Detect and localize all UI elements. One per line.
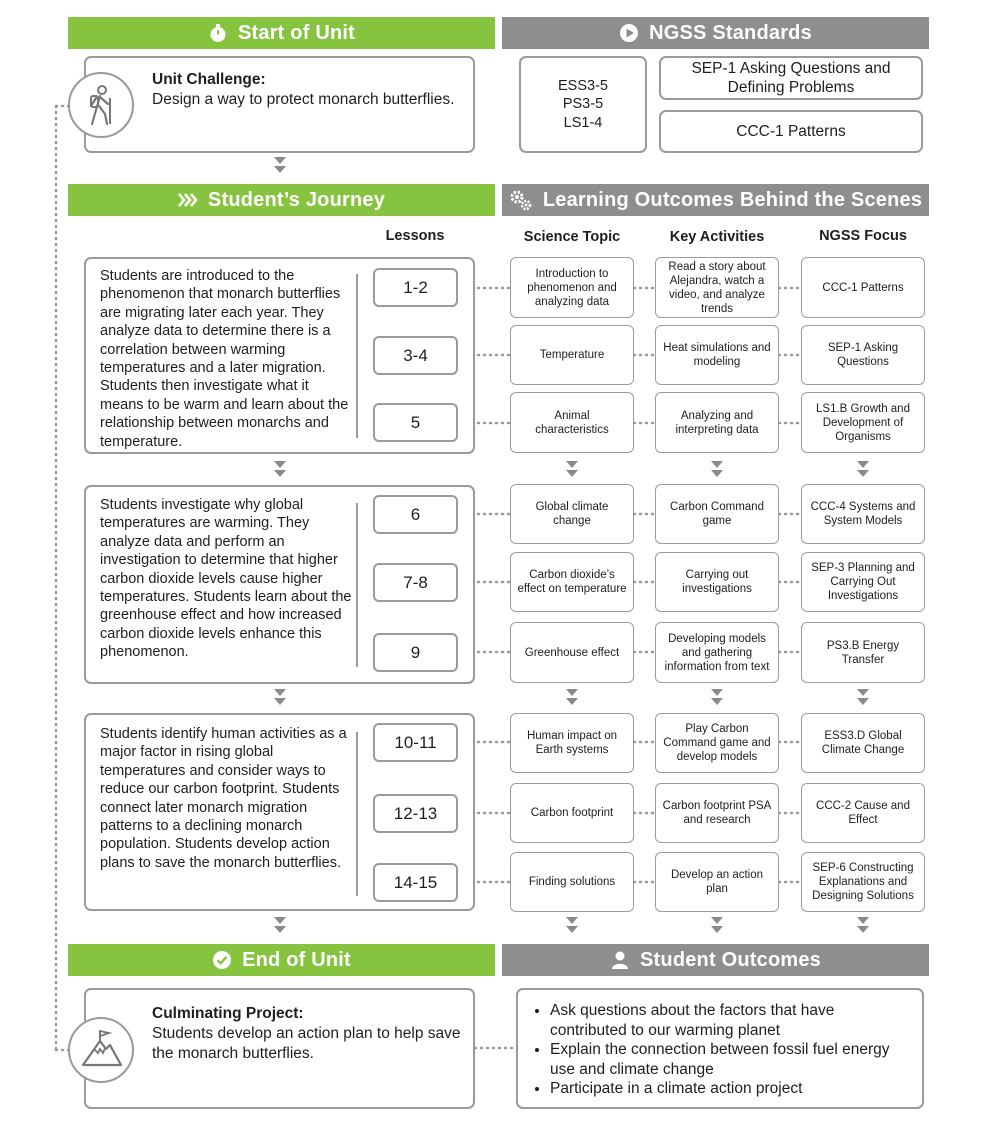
play-circle-icon — [619, 23, 639, 43]
topic-cell: Human impact on Earth systems — [510, 713, 634, 773]
header-learning-label: Learning Outcomes Behind the Scenes — [542, 188, 923, 211]
focus-cell: CCC-2 Cause and Effect — [801, 783, 925, 843]
lesson-number: 1-2 — [373, 268, 458, 307]
focus-cell: ESS3.D Global Climate Change — [801, 713, 925, 773]
activity-cell: Heat simulations and modeling — [655, 325, 779, 385]
outcome-item: • Explain the connection between fossil fuel energy use and climate change — [550, 1040, 912, 1079]
ngss-code: PS3-5 — [562, 96, 604, 113]
lesson-number: 3-4 — [373, 336, 458, 375]
down-arrow — [274, 157, 286, 173]
lesson-number: 14-15 — [373, 863, 458, 902]
mountain-flag-icon — [68, 1017, 134, 1083]
activity-cell: Developing models and gathering information from text — [655, 622, 779, 683]
activity-cell: Read a story about Alejandra, watch a video, and analyze trends — [655, 257, 779, 318]
activity-cell: Develop an action plan — [655, 852, 779, 912]
activity-cell: Analyzing and interpreting data — [655, 392, 779, 453]
header-end-of-unit — [68, 944, 495, 976]
journey-description: Students investigate why global temperatures are warming. They analyze data and perform an investigation to determine that higher carbon dioxide levels cause higher temperatures. Students learn about the greenhouse effect and how increased carbon dioxide levels enhance this phenomenon. — [100, 497, 352, 661]
topic-cell: Temperature — [510, 325, 634, 385]
column-head-lessons: Lessons — [385, 228, 445, 244]
header-journey-label: Student’s Journey — [207, 188, 386, 211]
journey-description: Students are introduced to the phenomenon that monarch butterflies are migrating later each year. They analyze data to determine there is a correlation between warming temperatures and a later migration. Students then investigate what it means to be warm and learn about the relationship between monarchs and temperature. — [100, 268, 349, 450]
topic-cell: Animal characteristics — [510, 392, 634, 453]
header-ngss-standards — [502, 17, 929, 49]
lesson-number: 12-13 — [373, 794, 458, 833]
column-head-focus: NGSS Focus — [819, 228, 907, 244]
unit-challenge-title: Unit Challenge: — [152, 71, 266, 88]
divider — [356, 503, 358, 667]
header-end-label: End of Unit — [242, 948, 351, 971]
activity-cell: Carbon footprint PSA and research — [655, 783, 779, 843]
down-arrow — [274, 917, 286, 933]
down-arrow — [274, 689, 286, 705]
down-arrow — [711, 461, 723, 477]
check-circle-icon — [212, 950, 232, 970]
ngss-ccc-box: CCC-1 Patterns — [659, 110, 923, 153]
divider — [356, 732, 358, 896]
gears-icon — [509, 189, 533, 211]
down-arrow — [857, 917, 869, 933]
ngss-codes-box — [519, 56, 647, 153]
unit-challenge-box — [84, 56, 475, 153]
topic-cell: Introduction to phenomenon and analyzing data — [510, 257, 634, 318]
lesson-number: 7-8 — [373, 563, 458, 602]
topic-cell: Greenhouse effect — [510, 622, 634, 683]
header-ngss-label: NGSS Standards — [649, 21, 812, 44]
header-student-outcomes — [502, 944, 929, 976]
down-arrow — [857, 461, 869, 477]
chevrons-right-icon — [178, 192, 198, 208]
focus-cell: CCC-4 Systems and System Models — [801, 484, 925, 544]
focus-cell: LS1.B Growth and Development of Organisms — [801, 392, 925, 453]
focus-cell: CCC-1 Patterns — [801, 257, 925, 318]
journey-description: Students identify human activities as a major factor in rising global temperatures and consider ways to reduce our carbon footprint. Students connect later monarch migration patterns to a declining monarch population. Students develop action plans to save the monarch butterflies. — [100, 726, 347, 871]
ngss-code: ESS3-5 — [558, 77, 608, 94]
activity-cell: Carbon Command game — [655, 484, 779, 544]
topic-cell: Global climate change — [510, 484, 634, 544]
topic-cell: Finding solutions — [510, 852, 634, 912]
header-outcomes-label: Student Outcomes — [640, 948, 821, 971]
activity-cell: Play Carbon Command game and develop models — [655, 713, 779, 773]
unit-challenge-text: Design a way to protect monarch butterflies. — [152, 91, 455, 108]
down-arrow — [711, 917, 723, 933]
user-icon — [610, 950, 630, 970]
down-arrow — [857, 689, 869, 705]
divider — [356, 274, 358, 438]
culminating-title: Culminating Project: — [152, 1005, 304, 1022]
outcome-item: • Ask questions about the factors that have contributed to our warming planet — [550, 1001, 912, 1040]
focus-cell: SEP-1 Asking Questions — [801, 325, 925, 385]
hiker-icon — [68, 72, 134, 138]
header-start-of-unit — [68, 17, 495, 49]
down-arrow — [274, 461, 286, 477]
down-arrow — [566, 461, 578, 477]
column-head-activities: Key Activities — [669, 229, 765, 245]
focus-cell: SEP-6 Constructing Explanations and Designing Solutions — [801, 852, 925, 912]
topic-cell: Carbon dioxide’s effect on temperature — [510, 552, 634, 612]
lesson-number: 5 — [373, 403, 458, 442]
lesson-number: 9 — [373, 633, 458, 672]
outcome-item: • Participate in a climate action project — [550, 1079, 912, 1099]
culminating-project-box — [84, 988, 475, 1109]
down-arrow — [566, 689, 578, 705]
topic-cell: Carbon footprint — [510, 783, 634, 843]
column-head-topic: Science Topic — [523, 229, 621, 245]
header-start-label: Start of Unit — [237, 21, 356, 44]
lesson-number: 10-11 — [373, 723, 458, 762]
culminating-text: Students develop an action plan to help save the monarch butterflies. — [152, 1025, 461, 1062]
down-arrow — [711, 689, 723, 705]
lesson-number: 6 — [373, 495, 458, 534]
activity-cell: Carrying out investigations — [655, 552, 779, 612]
stopwatch-icon — [208, 23, 228, 43]
focus-cell: SEP-3 Planning and Carrying Out Investigations — [801, 552, 925, 612]
focus-cell: PS3.B Energy Transfer — [801, 622, 925, 683]
student-outcomes-box — [516, 988, 924, 1109]
header-students-journey — [68, 184, 495, 216]
down-arrow — [566, 917, 578, 933]
ngss-sep-box: SEP-1 Asking Questions and Defining Problems — [659, 56, 923, 100]
header-learning-outcomes — [502, 184, 929, 216]
outcomes-list — [532, 1001, 912, 1099]
ngss-code: LS1-4 — [563, 114, 603, 131]
